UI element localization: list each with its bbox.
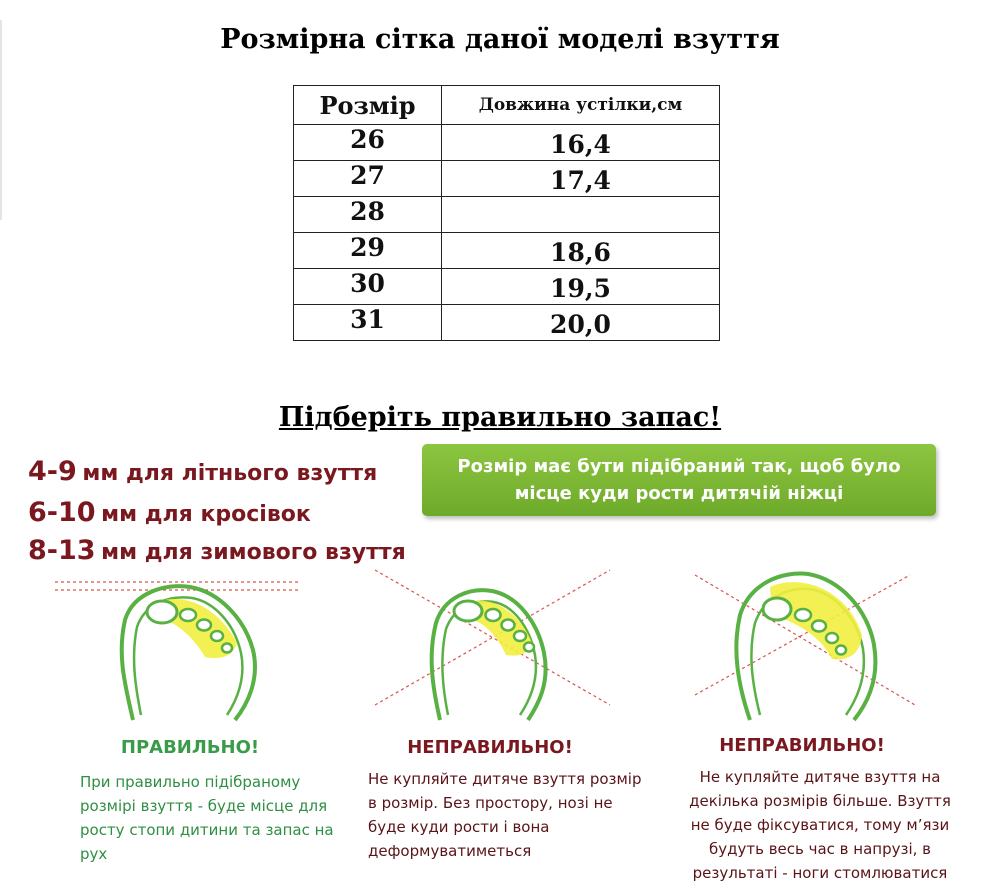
foot-outline [122, 586, 255, 720]
allowance-summer [28, 456, 377, 487]
foot-correct-icon [55, 565, 335, 725]
tip-text: Розмір має бути підібраний так, щоб було місце куди рости дитячій ніжці [457, 456, 901, 504]
verdict-wrong-large: НЕПРАВИЛЬНО! [719, 735, 885, 756]
length-cell [442, 197, 720, 233]
size-cell: 27 [294, 161, 442, 197]
size-cell: 31 [294, 305, 442, 341]
length-cell: 20,0 [442, 305, 720, 341]
table-row [294, 269, 720, 305]
allowance-sneakers [28, 497, 311, 528]
allowance-winter [28, 535, 406, 566]
description-wrong-large: Не купляйте дитяче взуття на декілька розмірів більше. Взуття не буде фіксуватися, тому м’язи будуть весь час в напрузі, в результаті - ноги стомлюватися [689, 768, 951, 882]
description-wrong-small: Не купляйте дитяче взуття розмір в розмір. Без простору, нозі не буде куди рости і вона деформуватиметься [368, 770, 642, 860]
allowance-range: 4-9 [28, 456, 77, 487]
length-cell: 16,4 [442, 125, 720, 161]
length-cell: 17,4 [442, 161, 720, 197]
size-cell: 28 [294, 197, 442, 233]
allowance-text: мм для літнього взуття [82, 461, 378, 486]
verdict-correct: ПРАВИЛЬНО! [120, 737, 260, 758]
table-row [294, 161, 720, 197]
foot-too-large-icon [680, 565, 930, 725]
table-row [294, 305, 720, 341]
allowance-text: мм для кросівок [101, 502, 311, 527]
size-column-header: Розмір [294, 86, 442, 125]
page-title: Розмірна сітка даної моделі взуття [220, 24, 780, 55]
table-row [294, 197, 720, 233]
size-cell: 30 [294, 269, 442, 305]
verdict-wrong-small: НЕПРАВИЛЬНО! [407, 737, 573, 758]
allowance-text: мм для зимового взуття [101, 540, 406, 565]
foot-outline [432, 590, 546, 720]
foot-too-small-icon [370, 565, 620, 725]
length-cell: 19,5 [442, 269, 720, 305]
tip-banner [422, 444, 936, 516]
size-chart-table [293, 85, 720, 341]
length-cell: 18,6 [442, 233, 720, 269]
table-row [294, 125, 720, 161]
allowance-range: 6-10 [28, 497, 96, 528]
table-header-row [294, 86, 720, 125]
description-correct: При правильно підібраному розмірі взуття - буде місце для росту стопи дитини та запас на рух [80, 773, 334, 863]
length-column-header: Довжина устілки,см [442, 86, 720, 125]
allowance-range: 8-13 [28, 535, 96, 566]
table-row [294, 233, 720, 269]
size-cell: 29 [294, 233, 442, 269]
size-cell: 26 [294, 125, 442, 161]
foot-outline [736, 574, 875, 720]
section-heading: Підберіть правильно запас! [278, 402, 722, 433]
